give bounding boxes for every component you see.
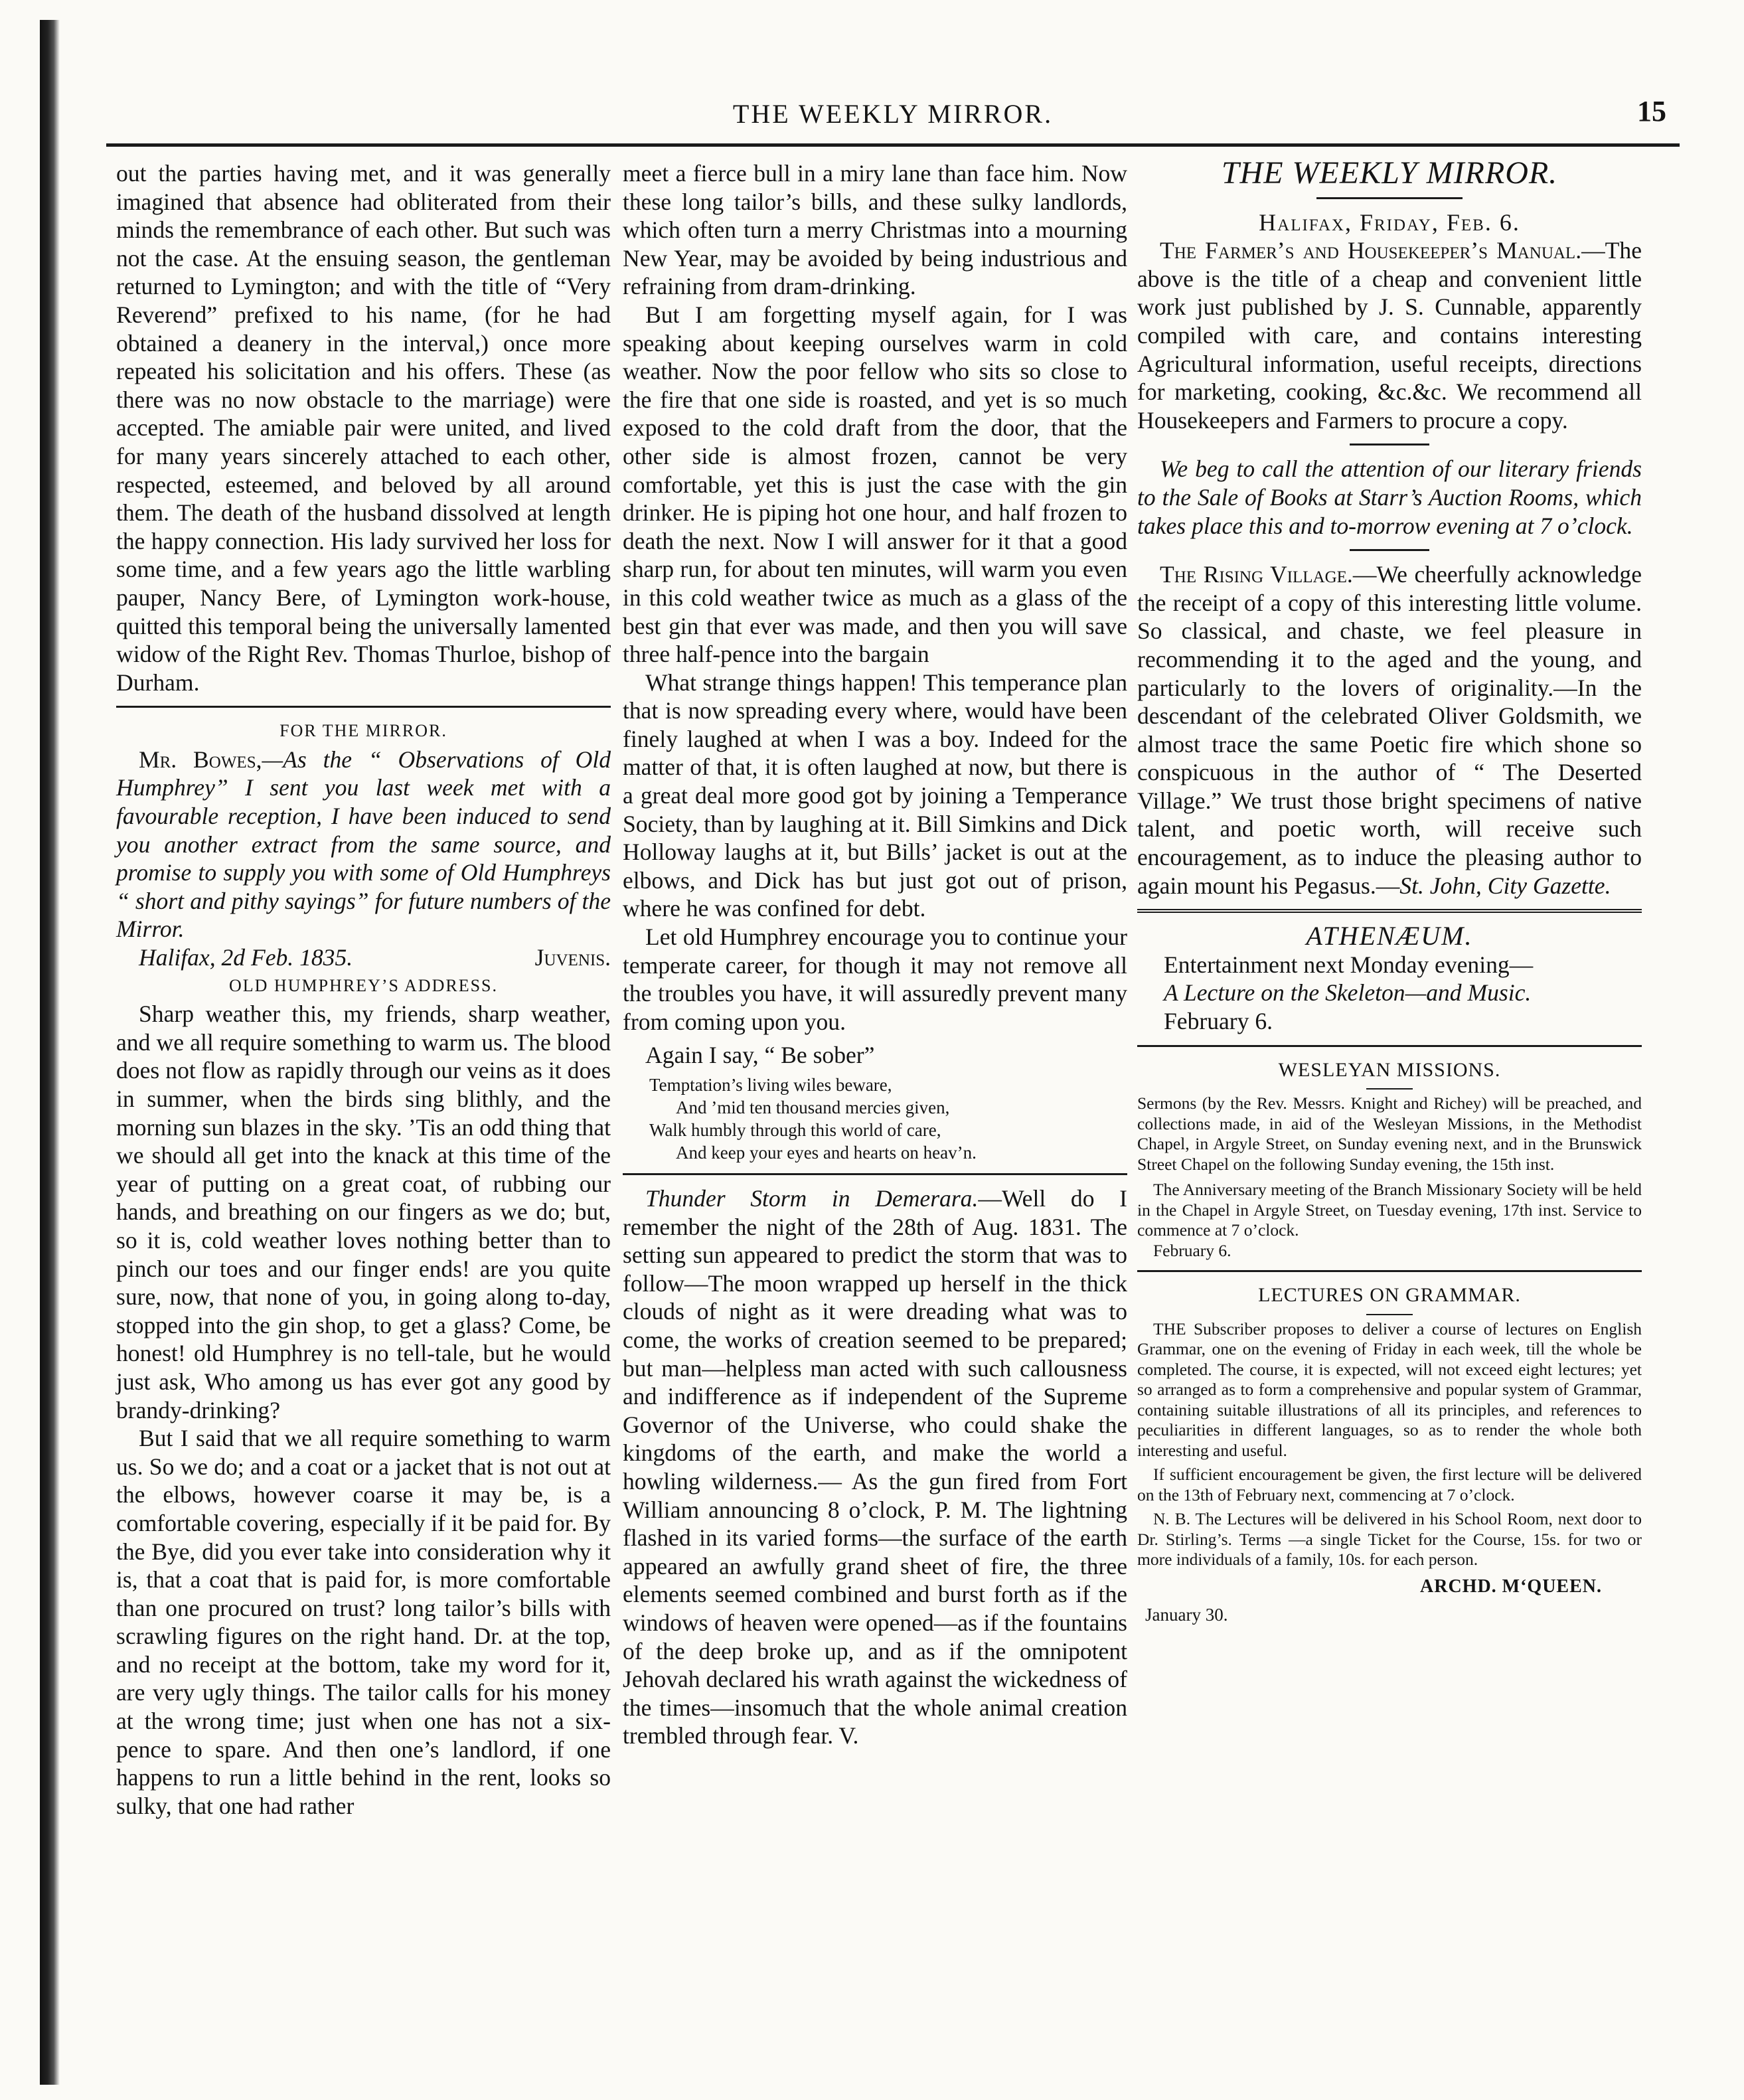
running-title: THE WEEKLY MIRROR. [732,99,1054,129]
ornament-rule [1366,1314,1413,1315]
letter-place-date: Halifax, 2d Feb. 1835. [139,944,353,971]
letter-salutation: Mr. Bowes, [139,746,262,773]
column-rule [623,1173,1127,1175]
athenaeum-title: ATHENÆUM. [1306,921,1473,951]
column-1 [116,159,611,1820]
grammar-notice [1137,1319,1642,1570]
athenaeum-date: February 6. [1164,1008,1273,1035]
section-rule [1137,1270,1642,1272]
page-header [106,93,1680,146]
ornament-rule [1366,1088,1413,1090]
column-3 [1137,155,1642,1629]
village-notice [1137,560,1642,900]
athenaeum-line: Entertainment next Monday evening— [1164,951,1534,978]
manual-notice [1137,236,1642,434]
storm-signature: V. [838,1722,859,1749]
poem-line: Temptation’s living wiles beware, [649,1075,892,1095]
poem-line: And ’mid ten thousand mercies given, [676,1097,950,1117]
wesleyan-paragraph: Sermons (by the Rev. Messrs. Knight and Richey) will be preached, and collections made, in aid of the Wesleyan Missions, in the Methodist Chapel, in Argyle Street, on Sunday evening next, and in the Brunswick Street Chapel on the following Sunday evening, the 15th inst. [1137,1093,1642,1174]
masthead-rule [1316,197,1463,199]
village-body: —We cheerfully acknowledge the receipt of a copy of this interesting little volume. So classical, and chaste, we feel pleasure in recommending it to the aged and the young, and particularly to the lovers of originality.—In the descendant of the celebrated Oliver Goldsmith, we almost trace the same Poetic fire which shone so conspicuous in the author of “ The Deserted Village.” We trust those bright specimens of native talent, and poetic worth, will receive such encouragement, as to induce the pleasing author to again mount his Pegasus.— [1137,561,1642,899]
address-paragraph: But I said that we all require something to warm us. So we do; and a coat or a jacket that is not out at the elbows, however coarse it may be, is a comfortable covering, especially if it be paid for. By the Bye, did you ever take into consideration why it is, that a coat that is paid for, is more comfortable than one procured on trust? long tailor’s bills with scrawling figures on the right hand. Dr. at the top, and no receipt at the bottom, take my word for it, are very ugly things. The tailor calls for his money at the wrong time; just when one has not a six-pence to spare. And then one’s landlord, if one happens to run a little behind in the rent, looks so sulky, that one had rather [116,1425,611,1819]
grammar-signature: ARCHD. M‘QUEEN. [1420,1575,1602,1597]
masthead: THE WEEKLY MIRROR. [1221,155,1558,191]
address-heading: OLD HUMPHREY’S ADDRESS. [229,975,498,995]
for-mirror-heading: FOR THE MIRROR. [279,721,447,741]
village-source: St. John, City Gazette. [1399,872,1611,899]
dateline: Halifax, Friday, Feb. 6. [1259,208,1520,236]
section-rule [1350,444,1429,445]
athenaeum-line: A Lecture on the Skeleton—and Music. [1164,979,1532,1007]
double-rule [1137,909,1642,913]
wesleyan-paragraph: The Anniversary meeting of the Branch Missionary Society will be held in the Chapel in Argyle Street, on Tuesday evening, 17th inst. Service to commence at 7 o’clock. [1137,1180,1642,1240]
letter-signature: Juvenis. [534,944,611,971]
books-notice: We beg to call the attention of our literary friends to the Sale of Books at Starr’s Auction Rooms, which takes place this and to-morrow evening at 7 o’clock. [1137,455,1642,539]
letter-body: —As the “ Observations of Old Humphrey” I sent you last week met with a favourable reception, I have been induced to send you another extract from the same source, and promise to supply you with some of Old Humphreys “ short and pithy sayings” for future numbers of the Mirror. [116,746,611,943]
page-number: 15 [1637,95,1666,127]
manual-title: The Farmer’s and Housekeeper’s Manual. [1160,237,1582,264]
grammar-date: January 30. [1145,1605,1228,1625]
page-binding-edge [40,20,60,2085]
column-2 [623,159,1127,1750]
manual-body: —The above is the title of a cheap and convenient little work just published by J. S. Cunnable, apparently compiled with care, and contains interesting Agricultural information, useful receipts, directions for marketing, cooking, &c.&c. We recommend all Housekeepers and Farmers to procure a copy. [1137,237,1642,434]
grammar-paragraph: N. B. The Lectures will be delivered in his School Room, next door to Dr. Stirling’s. Terms —a single Ticket for the Course, 15s. for two or more individuals of a family, 10s. for each person. [1137,1509,1642,1570]
wesleyan-notice [1137,1093,1642,1261]
address-paragraph: Sharp weather this, my friends, sharp weather, and we all require something to warm us. The blood does not flow as rapidly through our veins as it does in summer, when the birds sing blithly, and the morning sun blazes in the sky. ’Tis an odd thing that we should all get into the knack at this time of the year of putting on a great coat, of rubbing our hands, and breathing on our fingers as we do; but, so it is, cold weather loves nothing better than to pinch our toes and our finger ends! are you quite sure, now, that none of you, in going along to-day, stopped into the gin shop, to get a glass? Come, be honest! old Humphrey is no tell-tale, but he would just ask, Who among us has ever got any good by brandy-drinking? [116,1001,611,1423]
column-rule [116,706,611,708]
section-rule [1350,549,1429,551]
grammar-paragraph: THE Subscriber proposes to deliver a course of lectures on English Grammar, one on the evening of Friday in each week, till the whole be completed. The course, it is expected, will not exceed eight lectures; yet so arranged as to form a comprehensive and popular system of Grammar, containing suitable illustrations of all its principles, and references to peculiarities in different languages, so as to render the whole both interesting and useful. [1137,1319,1642,1460]
poem [649,1074,1127,1164]
poem-line: Walk humbly through this world of care, [649,1120,941,1140]
grammar-paragraph: If sufficient encouragement be given, the first lecture will be delivered on the 13th of February next, commencing at 7 o’clock. [1137,1465,1642,1504]
storm-article [623,1184,1127,1750]
poem-line: And keep your eyes and hearts on heav’n. [676,1143,977,1163]
address-paragraph: What strange things happen! This temperance plan that is now spreading every where, would have been finely laughed at when I was a boy. Indeed for the matter of that, it is often laughed at now, but there is a great deal more good got by joining a Temperance Society, than by laughing at it. Bill Simkins and Dick Holloway laughs at it, but Bills’ jacket is out at the elbows, and Dick has but just got out of prison, where he was confined for debt. [623,669,1127,922]
wesleyan-date: February 6. [1153,1240,1231,1260]
wesleyan-title: WESLEYAN MISSIONS. [1278,1058,1501,1081]
letter-to-editor [116,746,611,943]
again-line: Again I say, “ Be sober” [645,1042,875,1069]
address-paragraph: meet a fierce bull in a miry lane than face him. Now these long tailor’s bills, and these sulky landlords, which often turn a merry Christmas into a mourning New Year, may be avoided by being industrious and refraining from dram-drinking. [623,160,1127,300]
grammar-title: LECTURES ON GRAMMAR. [1258,1284,1521,1307]
header-rule [106,143,1680,147]
storm-title: Thunder Storm in Demerara. [645,1185,979,1212]
athenaeum-notice [1137,951,1642,1036]
story-continued: out the parties having met, and it was generally imagined that absence had obliterated from their minds the remembrance of each other. But such was not the case. At the ensuing season, the gentleman returned to Lymington; and with the title of “Very Reverend” prefixed to his name, (for he had obtained a deanery in the interval,) once more repeated his solicitation and his offers. These (as there was no now obstacle to the marriage) were accepted. The amiable pair were united, and lived for many years sincerely attached to each other, respected, esteemed, and beloved by all around them. The death of the husband dissolved at length the happy connection. His lady survived her loss for some time, and a few years ago the little warbling pauper, Nancy Bere, of Lymington work-house, quitted this temporal being the universally lamented widow of the Right Rev. Thomas Thurloe, bishop of Durham. [116,160,611,696]
village-title: The Rising Village. [1160,561,1353,588]
address-paragraph: But I am forgetting myself again, for I was speaking about keeping ourselves warm in cold weather. Now the poor fellow who sits so close to the fire that one side is roasted, and yet is so much exposed to the cold draft from the door, that the other side is almost frozen, cannot be very comfortable, yet this is just the case with the gin drinker. He is piping hot one hour, and half frozen to death the next. Now I will answer for it that a good sharp run, for about ten minutes, will warm you even in this cold weather twice as much as a glass of the best gin that ever was made, and then you will save three half-pence into the bargain [623,301,1127,668]
letter-footer [116,943,611,972]
address-paragraph: Let old Humphrey encourage you to continue your temperate career, for though it may not remove all the troubles you have, it will assuredly prevent many from coming upon you. [623,924,1127,1035]
section-rule [1137,1045,1642,1047]
storm-body: —Well do I remember the night of the 28th of Aug. 1831. The setting sun appeared to predict the storm that was to follow—The moon wrapped up herself in the thick clouds of night as it were dreading what was to come, the works of creation seemed to be prepared; but man—helpless man acted with such callousness and indifference as if independent of the Supreme Governor of the Universe, who could shake the kingdoms of the earth, and make the world a howling wilderness.— As the gun fired from Fort William announcing 8 o’clock, P. M. The lightning flashed in its varied forms—the surface of the earth appeared an awfully grand sheet of fire, the three elements seemed combined and burst forth as if the windows of heaven were opened—as if the fountains of the deep broke up, and as if the omnipotent Jehovah declared his wrath against the wickedness of the times—insomuch that the whole animal creation trembled through fear. [623,1185,1127,1749]
